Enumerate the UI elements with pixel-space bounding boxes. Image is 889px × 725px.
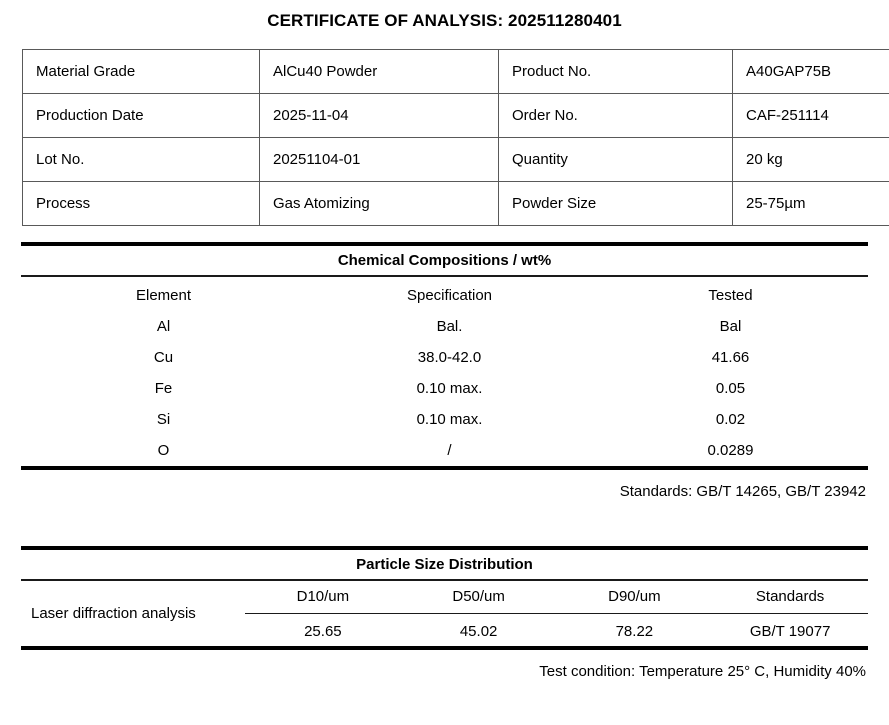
page-title: CERTIFICATE OF ANALYSIS: 202511280401 (267, 11, 622, 30)
table-row (23, 182, 889, 226)
psd-header-d10: D10/um (245, 581, 401, 614)
chemical-standards-note: Standards: GB/T 14265, GB/T 23942 (619, 483, 866, 500)
chem-element: O (157, 442, 170, 459)
info-value-powder-size: 25-75µm (733, 182, 889, 226)
psd-header-d90: D90/um (557, 581, 713, 614)
info-value-lot-no: 20251104-01 (260, 138, 499, 182)
info-value-product-no: A40GAP75B (733, 50, 889, 94)
table-header-row (21, 277, 868, 311)
chem-tested: 0.05 (715, 380, 746, 397)
test-condition-note: Test condition: Temperature 25° C, Humidity 40% (539, 663, 866, 680)
table-row (23, 50, 889, 94)
chem-tested: 0.02 (715, 411, 746, 428)
chem-tested: Bal (719, 318, 742, 335)
chem-element: Al (156, 318, 171, 335)
info-value-order-no: CAF-251114 (733, 94, 889, 138)
chem-spec: / (447, 442, 452, 459)
info-value-material-grade: AlCu40 Powder (260, 50, 499, 94)
table-row (21, 342, 868, 373)
info-value-process: Gas Atomizing (260, 182, 499, 226)
info-value-production-date: 2025-11-04 (260, 94, 499, 138)
table-row (23, 94, 889, 138)
spacer (0, 500, 889, 546)
info-label-powder-size: Powder Size (499, 182, 733, 226)
spacer (0, 226, 889, 242)
psd-value-d10: 25.65 (304, 622, 342, 640)
table-row (245, 614, 868, 647)
chem-spec: 38.0-42.0 (417, 349, 482, 366)
chemical-compositions-table (21, 277, 868, 466)
chemical-compositions-section (21, 242, 868, 500)
psd-grid (245, 581, 868, 646)
table-row (21, 435, 868, 466)
chem-spec: 0.10 max. (416, 380, 483, 397)
certificate-info-table (22, 49, 889, 226)
psd-body (21, 581, 868, 646)
table-header-row (245, 581, 868, 614)
info-label-material-grade: Material Grade (23, 50, 260, 94)
chem-element: Cu (153, 349, 174, 366)
psd-value-standards: GB/T 19077 (749, 622, 831, 640)
info-label-process: Process (23, 182, 260, 226)
chem-element: Si (156, 411, 171, 428)
chem-header-element: Element (135, 287, 192, 304)
chem-tested: 41.66 (711, 349, 750, 366)
chem-header-specification: Specification (406, 287, 493, 304)
table-row (21, 311, 868, 342)
info-value-quantity: 20 kg (733, 138, 889, 182)
info-table-wrapper (22, 49, 867, 226)
info-label-lot-no: Lot No. (23, 138, 260, 182)
psd-value-d50: 45.02 (459, 622, 498, 640)
table-row (21, 404, 868, 435)
psd-section-title: Particle Size Distribution (356, 556, 533, 573)
info-label-order-no: Order No. (499, 94, 733, 138)
chem-spec: Bal. (436, 318, 463, 335)
psd-value-d90: 78.22 (615, 622, 654, 640)
table-row (23, 138, 889, 182)
chem-spec: 0.10 max. (416, 411, 483, 428)
chem-tested: 0.0289 (707, 442, 754, 459)
psd-method-label: Laser diffraction analysis (31, 605, 196, 622)
info-label-production-date: Production Date (23, 94, 260, 138)
psd-header-standards: Standards (712, 581, 868, 614)
info-label-quantity: Quantity (499, 138, 733, 182)
table-row (21, 373, 868, 404)
psd-header-d50: D50/um (401, 581, 557, 614)
chem-header-tested: Tested (708, 287, 753, 304)
chemical-section-title: Chemical Compositions / wt% (337, 252, 552, 269)
chem-element: Fe (154, 380, 173, 397)
particle-size-table (245, 581, 868, 646)
info-label-product-no: Product No. (499, 50, 733, 94)
particle-size-distribution-section (21, 546, 868, 680)
